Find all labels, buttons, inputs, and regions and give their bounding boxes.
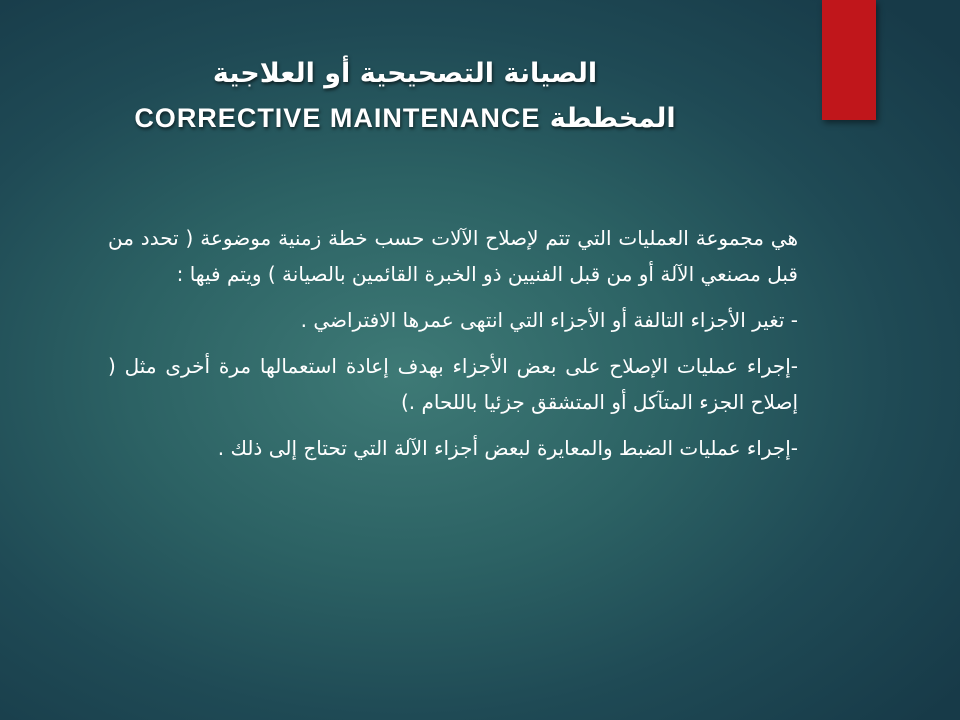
title-english: CORRECTIVE MAINTENANCE xyxy=(134,103,541,133)
title-line-mixed xyxy=(90,96,720,141)
paragraph-item-replace: - تغير الأجزاء التالفة أو الأجزاء التي انتهى عمرها الافتراضي . xyxy=(300,308,798,332)
title-line-arabic: الصيانة التصحيحية أو العلاجية xyxy=(212,58,598,89)
paragraph-definition: هي مجموعة العمليات التي تتم لإصلاح الآلات حسب خطة زمنية موضوعة ( تحدد من قبل مصنعي الآلة أو من قبل الفنيين ذو الخبرة القائمين بالصيانة ) ويتم فيها : xyxy=(108,226,798,286)
title-arabic-word: المخططة xyxy=(549,103,676,134)
accent-bar xyxy=(822,0,876,120)
slide-title xyxy=(90,52,720,141)
paragraph-item-repair: -إجراء عمليات الإصلاح على بعض الأجزاء بهدف إعادة استعمالها مرة أخرى مثل ( إصلاح الجزء المتآكل أو المتشقق جزئيا باللحام .) xyxy=(108,354,798,414)
paragraph-item-calibration: -إجراء عمليات الضبط والمعايرة لبعض أجزاء الآلة التي تحتاج إلى ذلك . xyxy=(217,436,798,460)
slide-body xyxy=(108,220,798,476)
